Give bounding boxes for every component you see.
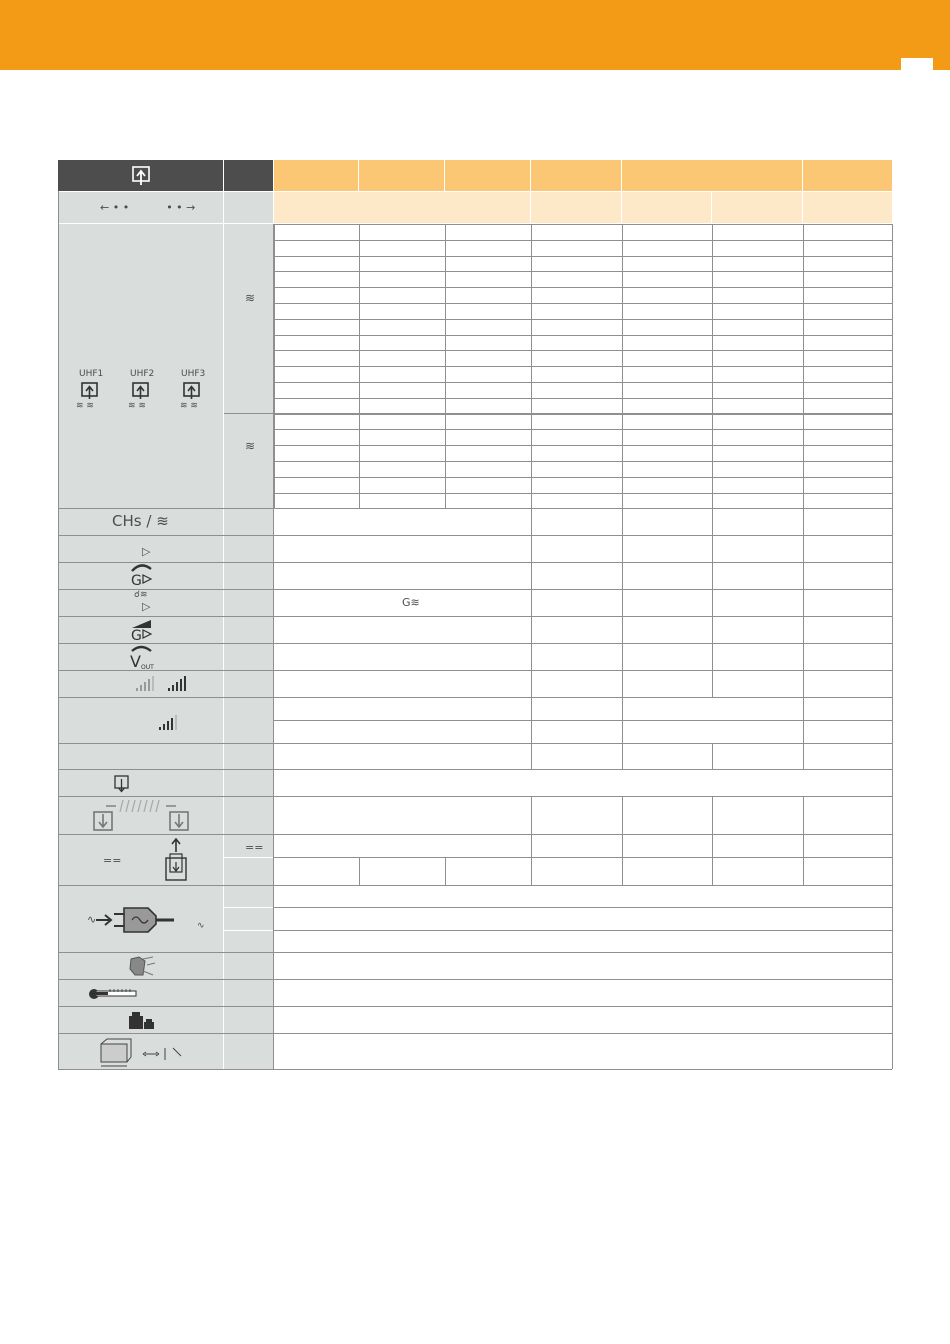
grid-line <box>622 698 623 743</box>
unit-separator <box>224 930 273 931</box>
grid-line <box>712 857 713 885</box>
cascade-icon <box>92 800 190 834</box>
grid-line <box>274 335 892 336</box>
grid-line <box>274 256 892 257</box>
unit-separator <box>224 907 273 908</box>
row-label-cell-9 <box>58 744 223 769</box>
uhf2-label: UHF2 <box>130 369 155 379</box>
header-col-4 <box>531 160 621 191</box>
grid-line <box>531 509 532 670</box>
header-unit-cell <box>224 160 273 191</box>
grid-line <box>803 797 804 834</box>
wave-symbol: ≋ <box>180 401 188 411</box>
grid-line <box>622 744 623 769</box>
grid-line <box>274 224 892 225</box>
grid-line <box>274 287 892 288</box>
triangle-icon: ▷ <box>142 545 151 558</box>
row-unit-cell-10 <box>224 770 273 796</box>
power-output-icon <box>165 838 187 882</box>
grid-line <box>58 1006 892 1007</box>
wave-icon <box>76 402 94 411</box>
dc-symbol: == <box>103 854 122 867</box>
uhf1-label: UHF1 <box>79 369 104 379</box>
arrow-right-label: • • → <box>166 201 196 214</box>
grid-line <box>58 191 59 1069</box>
header-separator <box>802 160 803 191</box>
header-separator <box>621 160 622 191</box>
subheader-col-6 <box>803 192 892 223</box>
row-unit-cell-17 <box>224 1034 273 1069</box>
subheader-col-5a <box>622 192 711 223</box>
grid-line <box>58 979 892 980</box>
grid-line <box>712 835 713 857</box>
row-unit-cell-4 <box>224 590 273 616</box>
grid-line <box>58 697 892 698</box>
row-unit-cell-7 <box>224 671 273 697</box>
row-unit-cell-5 <box>224 617 273 643</box>
wave-symbol: ≋ <box>156 512 169 530</box>
signal-bars-icon <box>159 715 179 731</box>
dimensions-icon <box>97 1036 195 1068</box>
grid-line <box>274 224 275 508</box>
header-col-6 <box>803 160 892 191</box>
grid-line <box>274 414 892 415</box>
grid-line <box>803 671 804 697</box>
row-unit-cell-2 <box>224 536 273 562</box>
antenna-icon <box>132 382 150 400</box>
grid-line <box>531 744 532 769</box>
grid-line <box>58 535 892 536</box>
grid-line <box>58 743 892 744</box>
header-separator <box>358 160 359 191</box>
grid-line <box>712 744 713 769</box>
antenna-icon <box>183 382 201 400</box>
subheader-separator <box>530 192 531 223</box>
gain-adjust-icon: ☌≋ <box>134 590 148 600</box>
grid-line <box>892 224 893 1069</box>
wave-symbol: ≋ <box>138 401 146 411</box>
grid-line <box>274 350 892 351</box>
grid-line <box>803 224 804 508</box>
row-label-cell-15 <box>58 980 223 1006</box>
grid-line <box>531 671 532 697</box>
subheader-separator <box>621 192 622 223</box>
grid-line <box>803 744 804 769</box>
triangle-icon: ▷ <box>142 600 151 613</box>
grid-line <box>622 671 623 697</box>
page-tab <box>901 58 933 70</box>
grid-line <box>224 413 892 414</box>
grid-line <box>274 429 892 430</box>
grid-line <box>58 562 892 563</box>
wave-symbol: ≋ <box>128 401 136 411</box>
subheader-col-4 <box>531 192 621 223</box>
grid-line <box>803 857 804 885</box>
row-unit-cell-1 <box>224 509 273 535</box>
plug-icon <box>96 906 176 934</box>
header-bar <box>0 0 950 70</box>
grid-line <box>712 224 713 508</box>
row-unit-cell-13 <box>224 886 273 952</box>
output-icon <box>131 165 151 187</box>
grid-line <box>622 835 623 857</box>
input-icon <box>114 775 130 793</box>
grid-line <box>803 698 804 743</box>
grid-line <box>274 493 892 494</box>
grid-line <box>58 769 892 770</box>
grid-line <box>531 797 532 834</box>
vout-icon <box>129 645 155 671</box>
row-unit-cell-9 <box>224 744 273 769</box>
svg-text:G: G <box>131 628 142 642</box>
uhf-label-cell <box>58 224 223 508</box>
grid-line <box>622 509 623 670</box>
row-unit-cell-16 <box>224 1007 273 1033</box>
grid-line <box>803 835 804 857</box>
uhf-unit-cell-1 <box>224 224 273 413</box>
wave-icon: ≋ <box>245 291 256 305</box>
row-unit-cell-15 <box>224 980 273 1006</box>
antenna-icon <box>81 382 99 400</box>
header-separator <box>223 160 224 191</box>
row-label-cell-8 <box>58 698 223 743</box>
row-label-cell-12 <box>58 835 223 885</box>
grid-line <box>274 477 892 478</box>
row-unit-cell-11 <box>224 797 273 834</box>
subheader-unit-cell <box>224 192 273 223</box>
gain-wave-label: G≋ <box>402 596 420 609</box>
grid-line <box>445 857 446 885</box>
grid-line <box>359 857 360 885</box>
grid-line <box>274 319 892 320</box>
thermometer-icon <box>88 986 138 1002</box>
grid-line <box>274 857 892 858</box>
uhf3-label: UHF3 <box>181 369 206 379</box>
header-col-3 <box>445 160 530 191</box>
arrow-left-label: ← • • <box>100 201 130 214</box>
wave-symbol: ≋ <box>86 401 94 411</box>
ac-symbol: ∿ <box>87 913 97 926</box>
grid-line <box>712 509 713 670</box>
grid-line <box>531 857 532 885</box>
grid-line <box>622 857 623 885</box>
grid-line <box>274 382 892 383</box>
grid-line <box>273 224 274 1069</box>
grid-line <box>622 797 623 834</box>
svg-text:V: V <box>130 652 141 671</box>
subheader-col-5b <box>712 192 802 223</box>
row-unit-cell-6 <box>224 644 273 670</box>
grid-line <box>58 1069 892 1070</box>
grid-line <box>274 240 892 241</box>
grid-line <box>359 224 360 508</box>
grid-line <box>712 797 713 834</box>
grid-line <box>531 835 532 857</box>
grid-line <box>274 398 892 399</box>
ac-symbol: ∿ <box>197 921 205 931</box>
header-separator <box>444 160 445 191</box>
uhf-unit-cell-2 <box>224 414 273 508</box>
wave-icon <box>180 402 198 411</box>
chs-label <box>112 514 169 529</box>
wave-icon <box>128 402 146 411</box>
grid-line <box>274 930 892 931</box>
header-col-2 <box>359 160 444 191</box>
grid-line <box>58 885 892 886</box>
row-unit-cell-14 <box>224 953 273 979</box>
header-col-5 <box>622 160 802 191</box>
grid-line <box>58 952 892 953</box>
grid-line <box>274 461 892 462</box>
protection-icon <box>127 955 157 977</box>
grid-line <box>274 366 892 367</box>
unit-separator <box>224 857 273 858</box>
grid-line <box>58 643 892 644</box>
subheader-separator <box>802 192 803 223</box>
weight-icon <box>127 1012 157 1030</box>
wave-symbol: ≋ <box>190 401 198 411</box>
grid-line <box>531 224 532 508</box>
grid-line <box>274 720 892 721</box>
grid-line <box>803 509 804 670</box>
grid-line <box>58 589 892 590</box>
grid-line <box>58 670 892 671</box>
subheader-col-1-3 <box>274 192 530 223</box>
gain-slope-icon <box>129 618 155 642</box>
arrows-icon <box>100 202 195 213</box>
header-col-1 <box>274 160 358 191</box>
chs-text: CHs <box>112 512 142 530</box>
dc-symbol: == <box>245 841 264 854</box>
wave-symbol: ≋ <box>76 401 84 411</box>
chs-slash: / <box>146 512 152 530</box>
grid-line <box>274 907 892 908</box>
grid-line <box>58 508 892 509</box>
row-unit-cell-3 <box>224 563 273 589</box>
grid-line <box>531 698 532 743</box>
grid-line <box>622 224 623 508</box>
row-label-cell-2 <box>58 536 223 562</box>
grid-line <box>274 303 892 304</box>
row-label-cell-10 <box>58 770 223 796</box>
grid-line <box>445 224 446 508</box>
header-separator <box>530 160 531 191</box>
grid-line <box>58 834 892 835</box>
grid-line <box>58 1033 892 1034</box>
gain-icon <box>129 563 155 587</box>
signal-bars-icon <box>136 676 188 692</box>
wave-icon: ≋ <box>245 439 256 453</box>
grid-line <box>712 671 713 697</box>
row-unit-cell-8 <box>224 698 273 743</box>
grid-line <box>58 796 892 797</box>
grid-line <box>274 445 892 446</box>
grid-line <box>58 616 892 617</box>
svg-text:OUT: OUT <box>141 664 154 671</box>
grid-line <box>274 271 892 272</box>
subheader-separator <box>711 192 712 223</box>
svg-text:G: G <box>131 573 142 587</box>
